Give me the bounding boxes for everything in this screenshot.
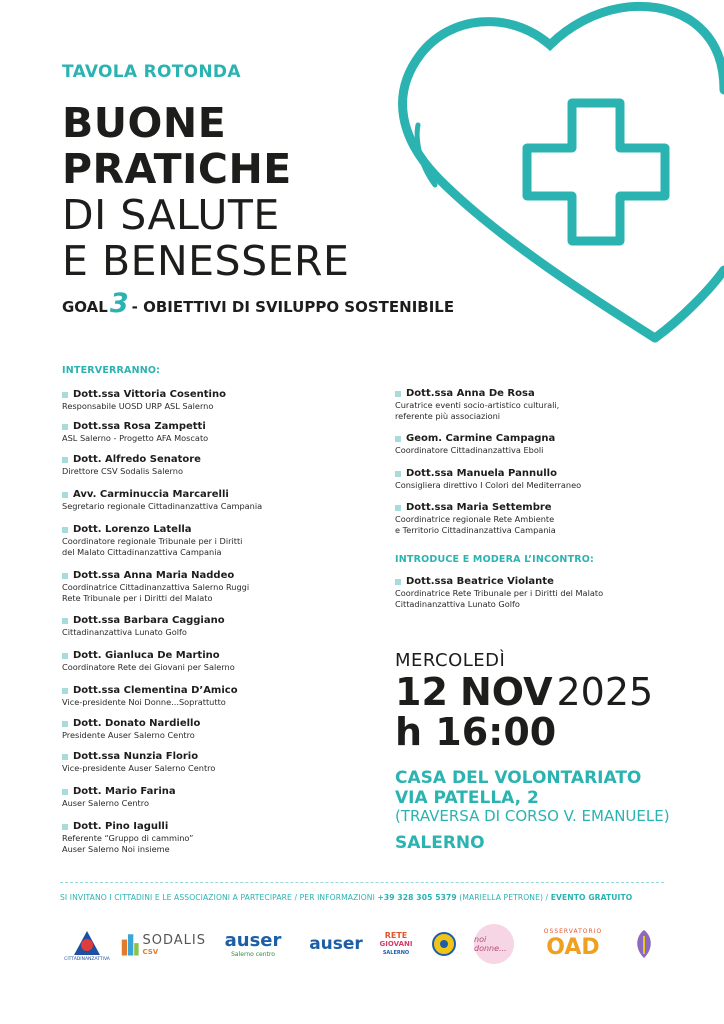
speaker-name: Dott.ssa Clementina D’Amico — [73, 685, 238, 696]
speaker-item — [62, 421, 362, 444]
association-logo-icon — [628, 926, 660, 962]
logo-rete-giovani — [376, 920, 416, 968]
speakers-heading: INTERVERRANNO: — [62, 365, 161, 376]
venue-city: SALERNO — [395, 833, 485, 853]
speaker-name: Dott.ssa Nunzia Florio — [73, 751, 199, 762]
bullet-square-icon — [62, 573, 68, 579]
logo-cittadinanzattiva — [58, 920, 116, 968]
goal-subtitle — [62, 288, 455, 319]
speaker-item — [62, 570, 362, 603]
speaker-role: Referente “Gruppo di cammino” Auser Salerno Noi insieme — [62, 833, 194, 854]
info-phone[interactable]: +39 328 305 5379 — [377, 893, 457, 902]
speaker-item — [62, 454, 362, 477]
speaker-role: Responsabile UOSD URP ASL Salerno — [62, 401, 214, 411]
venue-note: (TRAVERSA DI CORSO V. EMANUELE) — [395, 807, 670, 825]
partner-logos — [58, 920, 668, 970]
logo-text: auser — [224, 930, 282, 951]
bullet-square-icon — [395, 505, 401, 511]
moderator-item — [395, 576, 695, 609]
sodalis-logo-icon — [120, 929, 140, 959]
speaker-item — [395, 468, 695, 491]
goal-text: - OBIETTIVI DI SVILUPPO SOSTENIBILE — [131, 298, 455, 316]
cittadinanzattiva-logo-icon — [70, 927, 104, 957]
speaker-role: Direttore CSV Sodalis Salerno — [62, 466, 183, 476]
info-label: / PER INFORMAZIONI — [291, 893, 378, 902]
speaker-role: Coordinatore Cittadinanzattiva Eboli — [395, 445, 544, 455]
speaker-name: Dott. Donato Nardiello — [73, 718, 201, 729]
bullet-square-icon — [395, 391, 401, 397]
logo-subtext: Salerno centro — [231, 951, 275, 958]
speaker-role: Segretario regionale Cittadinanzattiva Campania — [62, 501, 263, 511]
speaker-role: Vice-presidente Auser Salerno Centro — [62, 763, 216, 773]
logo-text: RETE — [384, 930, 408, 940]
speaker-item — [62, 524, 362, 557]
event-day: 12 — [395, 670, 448, 714]
speaker-role: Coordinatore regionale Tribunale per i Diritti del Malato Cittadinanzattiva Campania — [62, 536, 243, 557]
bullet-square-icon — [395, 436, 401, 442]
kicker: TAVOLA ROTONDA — [62, 62, 241, 82]
speaker-role: Coordinatrice Cittadinanzattiva Salerno Ruggi Rete Tribunale per i Diritti del Malato — [62, 582, 250, 603]
bullet-square-icon — [62, 424, 68, 430]
bullet-square-icon — [395, 471, 401, 477]
speaker-name: Dott. Alfredo Senatore — [73, 454, 201, 465]
speaker-role: Auser Salerno Centro — [62, 798, 149, 808]
logo-association — [624, 920, 664, 968]
event-month: NOV — [459, 670, 553, 714]
bullet-square-icon — [62, 527, 68, 533]
title-line-1: BUONE — [62, 99, 227, 147]
speaker-role: Coordinatore Rete dei Giovani per Salerno — [62, 662, 235, 672]
event-date — [395, 670, 653, 714]
goal-number: 3 — [109, 288, 129, 319]
bullet-square-icon — [62, 392, 68, 398]
speaker-name: Geom. Carmine Campagna — [406, 433, 556, 444]
venue-street: VIA PATELLA, 2 — [395, 788, 539, 808]
logo-text: OAD — [546, 935, 600, 960]
cross-icon — [527, 103, 665, 241]
info-contact: (MARIELLA PETRONE) / — [456, 893, 551, 902]
speaker-item — [62, 786, 362, 809]
logo-text: auser — [309, 934, 363, 954]
speaker-name: Dott.ssa Vittoria Cosentino — [73, 389, 226, 400]
logo-text: SALERNO — [382, 949, 410, 956]
title-line-4: E BENESSERE — [62, 237, 350, 285]
venue-name: CASA DEL VOLONTARIATO — [395, 768, 642, 788]
speaker-item — [62, 821, 362, 854]
speaker-name: Dott.ssa Maria Settembre — [406, 502, 552, 513]
event-time: h 16:00 — [395, 710, 557, 754]
speaker-name: Dott. Lorenzo Latella — [73, 524, 192, 535]
speaker-name: Dott.ssa Barbara Caggiano — [73, 615, 225, 626]
speaker-name: Dott. Pino Iagulli — [73, 821, 169, 832]
bullet-square-icon — [62, 754, 68, 760]
logo-noi-donne — [470, 920, 518, 968]
bullet-square-icon — [62, 653, 68, 659]
free-event: EVENTO GRATUITO — [550, 893, 633, 902]
speaker-role: Vice-presidente Noi Donne...Soprattutto — [62, 697, 226, 707]
speaker-name: Avv. Carminuccia Marcarelli — [73, 489, 229, 500]
title-line-3: DI SALUTE — [62, 191, 280, 239]
bullet-square-icon — [62, 457, 68, 463]
footer-divider — [60, 882, 664, 883]
bullet-square-icon — [62, 824, 68, 830]
bullet-square-icon — [62, 721, 68, 727]
speaker-role: Consigliera direttivo I Colori del Mediterraneo — [395, 480, 582, 490]
speaker-item — [395, 502, 695, 535]
speaker-name: Dott. Gianluca De Martino — [73, 650, 220, 661]
footer-invite — [60, 893, 632, 902]
speaker-item — [395, 433, 695, 456]
speaker-item — [395, 388, 695, 421]
event-year: 2025 — [556, 670, 654, 714]
logo-text: noi donne... — [474, 935, 507, 953]
speaker-role: Cittadinanzattiva Lunato Golfo — [62, 627, 187, 637]
moderator-role: Coordinatrice Rete Tribunale per i Diritti del Malato Cittadinanzattiva Lunato Golfo — [395, 588, 604, 609]
speaker-item — [62, 650, 362, 673]
speaker-item — [62, 718, 362, 741]
speaker-role: Curatrice eventi socio-artistico culturali, referente più associazioni — [395, 400, 560, 421]
logo-text: SODALIS — [142, 932, 206, 948]
speaker-item — [62, 489, 362, 512]
logo-sodalis — [120, 920, 206, 968]
speaker-name: Dott. Mario Farina — [73, 786, 176, 797]
speaker-item — [62, 615, 362, 638]
speaker-name: Dott.ssa Anna De Rosa — [406, 388, 535, 399]
bullet-square-icon — [62, 789, 68, 795]
speaker-item — [62, 389, 362, 412]
moderator-name: Dott.ssa Beatrice Violante — [406, 576, 554, 587]
logo-auser — [302, 920, 370, 968]
speaker-role: ASL Salerno - Progetto AFA Moscato — [62, 433, 209, 443]
logo-text: CITTADINANZATTIVA — [64, 956, 110, 962]
speaker-item — [62, 751, 362, 774]
speaker-name: Dott.ssa Anna Maria Naddeo — [73, 570, 235, 581]
event-weekday: MERCOLEDÌ — [395, 650, 506, 671]
title-line-2: PRATICHE — [62, 145, 292, 193]
moderator-heading: INTRODUCE E MODERA L’INCONTRO: — [395, 554, 595, 565]
colori-mediterraneo-logo-icon — [431, 931, 457, 957]
bullet-square-icon — [62, 688, 68, 694]
logo-colori-mediterraneo — [426, 920, 462, 968]
logo-text: GIOVANI — [379, 939, 413, 948]
logo-subtext: CSV — [142, 947, 159, 956]
speaker-item — [62, 685, 362, 708]
bullet-square-icon — [395, 579, 401, 585]
speaker-role: Coordinatrice regionale Rete Ambiente e Territorio Cittadinanzattiva Campania — [395, 514, 556, 535]
bullet-square-icon — [62, 618, 68, 624]
speaker-name: Dott.ssa Rosa Zampetti — [73, 421, 206, 432]
speaker-name: Dott.ssa Manuela Pannullo — [406, 468, 557, 479]
logo-oad — [530, 920, 616, 968]
goal-prefix: GOAL — [62, 298, 108, 316]
speaker-role: Presidente Auser Salerno Centro — [62, 730, 195, 740]
bullet-square-icon — [62, 492, 68, 498]
logo-auser-salerno — [212, 920, 294, 968]
invite-text: SI INVITANO I CITTADINI E LE ASSOCIAZIONI A PARTECIPARE — [60, 893, 292, 902]
logo-text: OSSERVATORIO — [543, 928, 603, 935]
heart-outline-icon — [403, 6, 724, 338]
